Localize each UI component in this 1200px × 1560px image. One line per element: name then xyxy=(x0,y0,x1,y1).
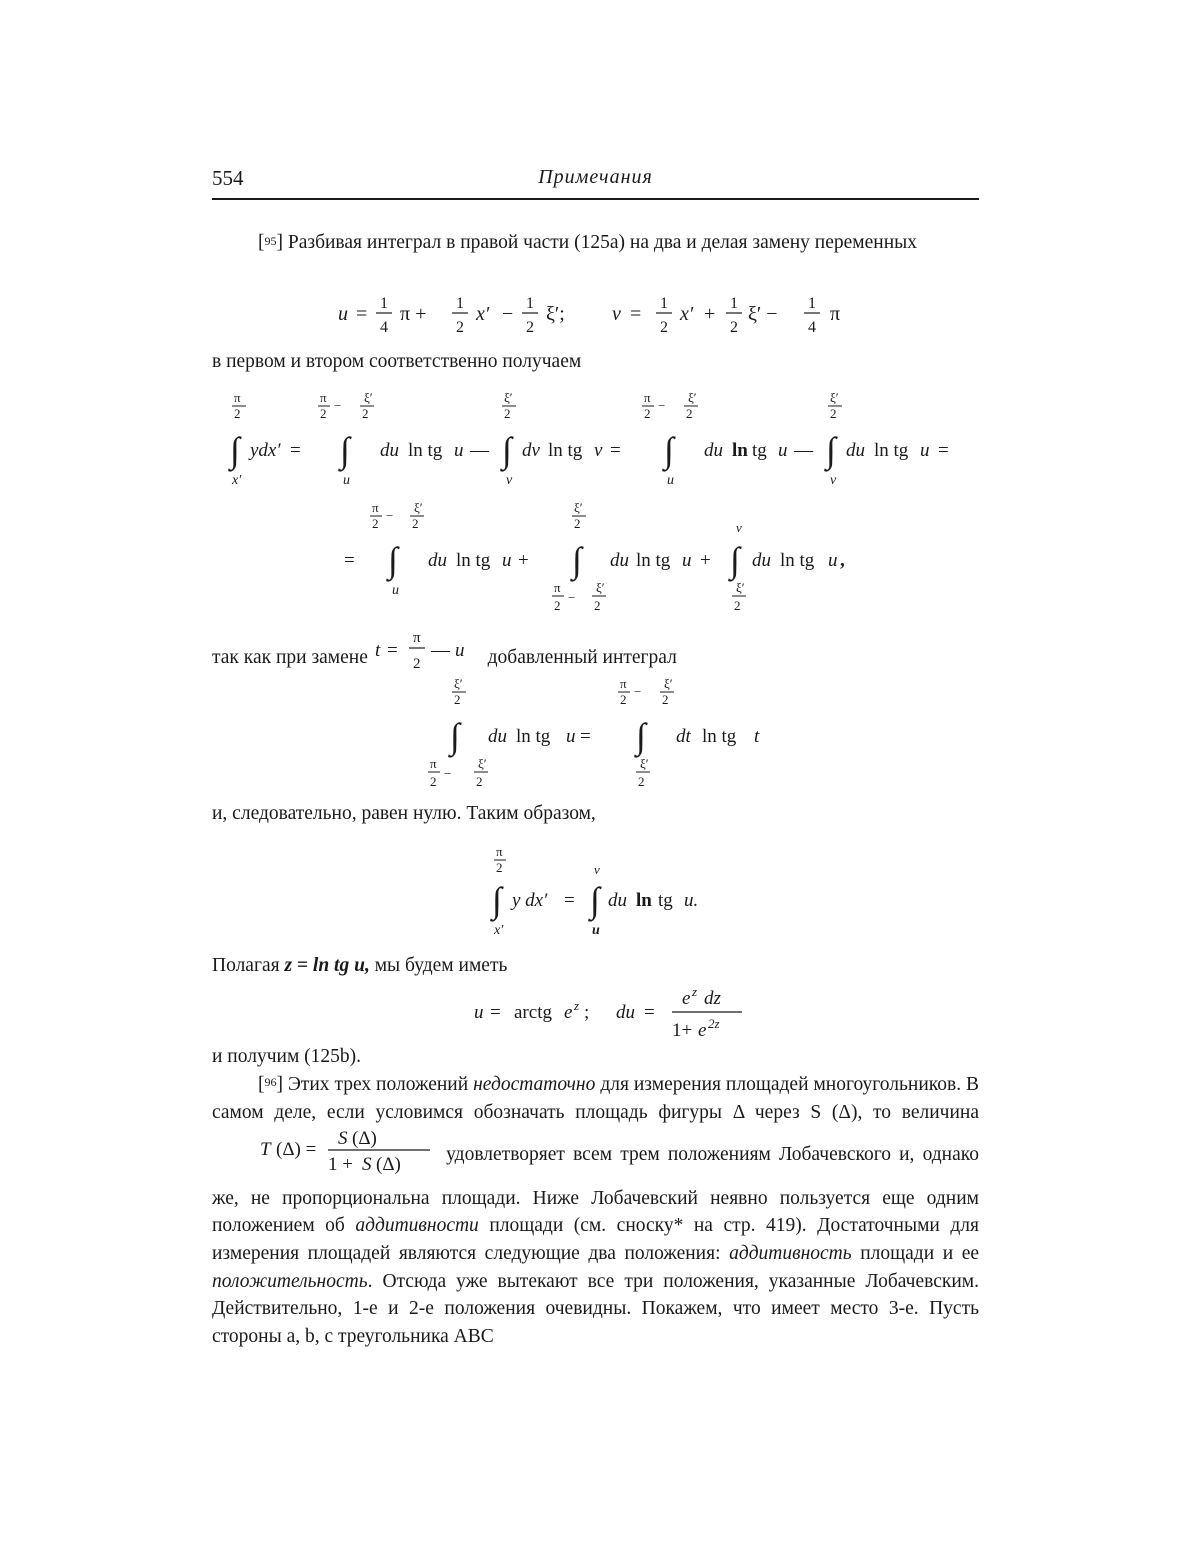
svg-text:ln tg: ln tg xyxy=(780,550,815,571)
svg-text:2: 2 xyxy=(372,516,379,531)
svg-text:∫: ∫ xyxy=(228,430,242,472)
note-96-marker: 96 xyxy=(265,1075,277,1089)
svg-text:2: 2 xyxy=(362,406,369,421)
svg-text:ξ′: ξ′ xyxy=(478,756,487,771)
svg-text:u: u xyxy=(455,640,465,661)
svg-text:2: 2 xyxy=(686,406,693,421)
eq-result xyxy=(480,842,740,942)
svg-text:ξ′: ξ′ xyxy=(454,676,463,691)
svg-text:=: = xyxy=(490,1002,501,1023)
note-96-part4: площади (см. сноску* на стр. 419). Достаточными для измерения площадей являются следующие два положения: xyxy=(212,1215,979,1264)
page-header xyxy=(212,166,979,194)
svg-text:z: z xyxy=(573,998,579,1013)
svg-text:=: = xyxy=(387,640,398,661)
svg-text:ξ′: ξ′ xyxy=(574,500,583,515)
svg-text:∫: ∫ xyxy=(634,716,648,758)
svg-text:T: T xyxy=(260,1139,272,1160)
svg-text:2: 2 xyxy=(496,860,503,875)
svg-text:u: u xyxy=(502,550,512,571)
note-95-line5 xyxy=(212,952,979,980)
svg-text:−: − xyxy=(386,508,393,523)
svg-text:=: = xyxy=(564,890,575,911)
svg-text:ξ′: ξ′ xyxy=(504,390,513,405)
header-rule xyxy=(212,198,979,200)
svg-text:e: e xyxy=(698,1020,706,1041)
svg-text:x′: x′ xyxy=(493,923,504,938)
svg-text:(Δ): (Δ) xyxy=(352,1128,377,1149)
svg-text:—: — xyxy=(430,640,451,661)
svg-text:2: 2 xyxy=(430,774,437,789)
svg-text:∫: ∫ xyxy=(662,430,676,472)
svg-text:S: S xyxy=(338,1128,348,1149)
svg-text:4: 4 xyxy=(808,319,816,336)
svg-text:u: u xyxy=(592,923,600,938)
svg-text:2: 2 xyxy=(412,516,419,531)
svg-text:;: ; xyxy=(584,1002,589,1023)
svg-text:du: du xyxy=(616,1002,635,1023)
svg-text:S: S xyxy=(362,1154,372,1174)
svg-text:+: + xyxy=(518,550,529,571)
line3-prefix: так как при замене xyxy=(212,647,368,668)
svg-text:v: v xyxy=(506,473,513,488)
note-96-part2: для измерения площадей многоугольников. В самом деле, если условимся обозначать площадь фигуры Δ через S (Δ), то величина xyxy=(212,1074,979,1123)
svg-text:−: − xyxy=(634,684,641,699)
page-number: 554 xyxy=(212,166,244,191)
svg-text:ξ′: ξ′ xyxy=(364,390,373,405)
svg-text:=: = xyxy=(610,440,621,461)
svg-text:2: 2 xyxy=(526,319,534,336)
svg-text:∫: ∫ xyxy=(570,540,584,582)
svg-text:2: 2 xyxy=(574,516,581,531)
svg-text:=: = xyxy=(290,440,301,461)
svg-text:π: π xyxy=(430,756,437,771)
svg-text:dz: dz xyxy=(704,988,722,1009)
svg-text:t: t xyxy=(754,726,760,747)
eq-integrals-line-2 xyxy=(330,496,890,622)
svg-text:π: π xyxy=(620,676,627,691)
svg-text:2: 2 xyxy=(320,406,327,421)
note-96-emph4: положительность xyxy=(212,1271,368,1292)
svg-text:1: 1 xyxy=(380,295,388,312)
svg-text:x′: x′ xyxy=(475,303,490,325)
svg-text:=: = xyxy=(938,440,949,461)
note-96-part1: Этих трех положений xyxy=(288,1074,468,1095)
svg-text:π: π xyxy=(644,390,651,405)
svg-text:ln: ln xyxy=(732,440,748,461)
svg-text:=: = xyxy=(644,1002,655,1023)
note-96-part5: площади и ее xyxy=(860,1243,979,1264)
svg-text:π: π xyxy=(320,390,327,405)
svg-text:u: u xyxy=(920,440,930,461)
svg-text:u: u xyxy=(338,303,348,325)
svg-text:1+: 1+ xyxy=(672,1020,692,1041)
svg-text:tg: tg xyxy=(658,890,673,911)
note-95-marker: 95 xyxy=(265,234,277,248)
svg-text:u: u xyxy=(828,550,838,571)
svg-text:π: π xyxy=(372,500,379,515)
svg-text:π +: π + xyxy=(400,303,426,325)
note-96-part6: . Отсюда уже вытекают все три положения, указанные Лобачевским. Действительно, 1-е и 2-е положения очевидны. Покажем, что имеет место 3-е. Пусть стороны a, b, c треугольника ABC xyxy=(212,1271,979,1347)
svg-text:—: — xyxy=(793,440,814,461)
svg-text:arctg: arctg xyxy=(514,1002,552,1023)
note-96-emph1: недостаточно xyxy=(473,1074,595,1095)
svg-text:=: = xyxy=(344,550,355,571)
svg-text:−: − xyxy=(444,766,451,781)
svg-text:+: + xyxy=(700,550,711,571)
svg-text:du: du xyxy=(608,890,627,911)
svg-text:2: 2 xyxy=(504,406,511,421)
document-page xyxy=(0,0,1200,1560)
svg-text:ln tg: ln tg xyxy=(636,550,671,571)
svg-text:e: e xyxy=(682,988,690,1009)
note-95-line2: в первом и втором соответственно получаем xyxy=(212,348,979,376)
svg-text:ydx′: ydx′ xyxy=(248,440,281,461)
svg-text:2: 2 xyxy=(734,598,741,613)
svg-text:2: 2 xyxy=(476,774,483,789)
svg-text:u: u xyxy=(682,550,692,571)
svg-text:du: du xyxy=(610,550,629,571)
svg-text:=: = xyxy=(580,726,591,747)
svg-text:u: u xyxy=(474,1002,484,1023)
svg-text:ξ′: ξ′ xyxy=(688,390,697,405)
svg-text:1: 1 xyxy=(660,295,668,312)
svg-text:−: − xyxy=(334,398,341,413)
svg-text:du: du xyxy=(752,550,771,571)
svg-text:x′: x′ xyxy=(231,473,242,488)
svg-text:v: v xyxy=(594,440,603,461)
svg-text:π: π xyxy=(496,844,503,859)
svg-text:u: u xyxy=(454,440,464,461)
svg-text:dt: dt xyxy=(676,726,692,747)
note-95-intro: [95] Разбивая интеграл в правой части (125а) на два и делая замену переменных xyxy=(212,229,979,257)
svg-text:2: 2 xyxy=(594,598,601,613)
svg-text:−: − xyxy=(658,398,665,413)
eq-substitution xyxy=(330,288,890,340)
svg-text:1: 1 xyxy=(456,295,464,312)
svg-text:du: du xyxy=(428,550,447,571)
svg-text:π: π xyxy=(413,630,421,646)
svg-text:ξ′: ξ′ xyxy=(596,580,605,595)
svg-text:2z: 2z xyxy=(708,1016,720,1031)
svg-text:−: − xyxy=(502,303,513,325)
line5-suffix: мы будем иметь xyxy=(375,955,508,976)
svg-text:ln tg: ln tg xyxy=(548,440,583,461)
svg-text:1: 1 xyxy=(730,295,738,312)
svg-text:z: z xyxy=(691,984,697,999)
note-96-part3: удовлетворяет всем трем положениям Лобачевского и, однако же, не пропорциональна площади. Ниже Лобачевский неявно пользуется еще одним положением об xyxy=(212,1144,979,1236)
note-96-emph2: аддитивности xyxy=(355,1215,478,1236)
note-96: [96] Этих трех положений недостаточно для измерения площадей многоугольников. В самом деле, если условимся обозначать площадь фигуры Δ через S (Δ), то величина T (Δ) = S (Δ) 1 + S (Δ) удовлетворяет всем трем положениям Лобачевского и, однако же, не пропорциональна площади. Ниже Лобачевский неявно пользуется еще одним положением об аддитивности площади (см. сноску* на стр. 419). Достаточными для измерения площадей являются следующие два положения: аддитивность площади и ее положительность. Отсюда уже вытекают все три положения, указанные Лобачевским. Действительно, 1-е и 2-е положения очевидны. Покажем, что имеет место 3-е. Пусть стороны a, b, c треугольника ABC xyxy=(212,1071,979,1350)
svg-text:v: v xyxy=(612,303,621,325)
svg-text:2: 2 xyxy=(620,692,627,707)
svg-text:ξ′: ξ′ xyxy=(736,580,745,595)
svg-text:du: du xyxy=(704,440,723,461)
svg-text:2: 2 xyxy=(660,319,668,336)
note-95-line4: и, следовательно, равен нулю. Таким образом, xyxy=(212,800,979,828)
svg-text:ln tg: ln tg xyxy=(456,550,491,571)
svg-text:2: 2 xyxy=(234,406,241,421)
svg-text:dv: dv xyxy=(522,440,541,461)
svg-text:(Δ): (Δ) xyxy=(376,1154,401,1174)
svg-text:u: u xyxy=(566,726,576,747)
svg-text:v: v xyxy=(594,862,600,877)
svg-text:∫: ∫ xyxy=(588,880,602,922)
svg-text:t: t xyxy=(375,640,381,661)
svg-text:2: 2 xyxy=(456,319,464,336)
svg-text:∫: ∫ xyxy=(338,430,352,472)
svg-text:2: 2 xyxy=(830,406,837,421)
svg-text:u: u xyxy=(667,473,674,488)
svg-text:1 +: 1 + xyxy=(328,1154,353,1174)
svg-text:,: , xyxy=(840,550,845,571)
svg-text:=: = xyxy=(630,303,641,325)
svg-text:∫: ∫ xyxy=(728,540,742,582)
svg-text:−: − xyxy=(568,590,575,605)
svg-text:2: 2 xyxy=(644,406,651,421)
svg-text:u: u xyxy=(392,583,399,598)
svg-text:2: 2 xyxy=(454,692,461,707)
note-95-line1: Разбивая интеграл в правой части (125а) на два и делая замену переменных xyxy=(288,232,917,253)
svg-text:ln tg: ln tg xyxy=(408,440,443,461)
svg-text:∫: ∫ xyxy=(490,880,504,922)
svg-text:ξ′;: ξ′; xyxy=(546,303,565,325)
svg-text:∫: ∫ xyxy=(824,430,838,472)
svg-text:=: = xyxy=(356,303,367,325)
svg-text:2: 2 xyxy=(662,692,669,707)
svg-text:π: π xyxy=(830,303,840,325)
svg-text:ξ′: ξ′ xyxy=(414,500,423,515)
svg-text:2: 2 xyxy=(638,774,645,789)
svg-text:ξ′: ξ′ xyxy=(640,756,649,771)
line5-formula: z = ln tg u, xyxy=(284,955,369,976)
svg-text:e: e xyxy=(564,1002,572,1023)
svg-text:y dx′: y dx′ xyxy=(510,890,548,911)
svg-text:+: + xyxy=(704,303,715,325)
svg-text:du: du xyxy=(488,726,507,747)
svg-text:1: 1 xyxy=(808,295,816,312)
svg-text:du: du xyxy=(380,440,399,461)
eq-arctg xyxy=(466,982,766,1046)
running-title: Примечания xyxy=(212,166,979,189)
svg-text:π: π xyxy=(554,580,561,595)
svg-text:u: u xyxy=(343,473,350,488)
note-95-line6: и получим (125b). xyxy=(212,1043,979,1071)
svg-text:ln tg: ln tg xyxy=(516,726,551,747)
inline-formula-T xyxy=(212,1124,438,1183)
svg-text:v: v xyxy=(736,520,742,535)
svg-text:ln tg: ln tg xyxy=(874,440,909,461)
note-96-emph3: аддитивность xyxy=(729,1243,852,1264)
svg-text:∫: ∫ xyxy=(500,430,514,472)
svg-text:ξ′: ξ′ xyxy=(664,676,673,691)
svg-text:∫: ∫ xyxy=(386,540,400,582)
svg-text:v: v xyxy=(830,473,837,488)
eq-integrals-line-1 xyxy=(212,386,982,496)
line3-suffix: добавленный интеграл xyxy=(488,647,677,668)
eq-added-integral xyxy=(420,672,800,798)
svg-text:(Δ) =: (Δ) = xyxy=(276,1139,316,1160)
svg-text:4: 4 xyxy=(380,319,388,336)
svg-text:2: 2 xyxy=(554,598,561,613)
svg-text:—: — xyxy=(469,440,490,461)
svg-text:u.: u. xyxy=(684,890,698,911)
svg-text:tg: tg xyxy=(752,440,767,461)
svg-text:u: u xyxy=(778,440,788,461)
svg-text:π: π xyxy=(234,390,241,405)
svg-text:ln tg: ln tg xyxy=(702,726,737,747)
svg-text:1: 1 xyxy=(526,295,534,312)
svg-text:2: 2 xyxy=(413,656,421,672)
svg-text:du: du xyxy=(846,440,865,461)
svg-text:∫: ∫ xyxy=(448,716,462,758)
svg-text:ln: ln xyxy=(636,890,652,911)
line5-prefix: Полагая xyxy=(212,955,280,976)
svg-text:2: 2 xyxy=(730,319,738,336)
svg-text:x′: x′ xyxy=(679,303,694,325)
svg-text:ξ′: ξ′ xyxy=(830,390,839,405)
svg-text:ξ′ −: ξ′ − xyxy=(748,303,778,325)
